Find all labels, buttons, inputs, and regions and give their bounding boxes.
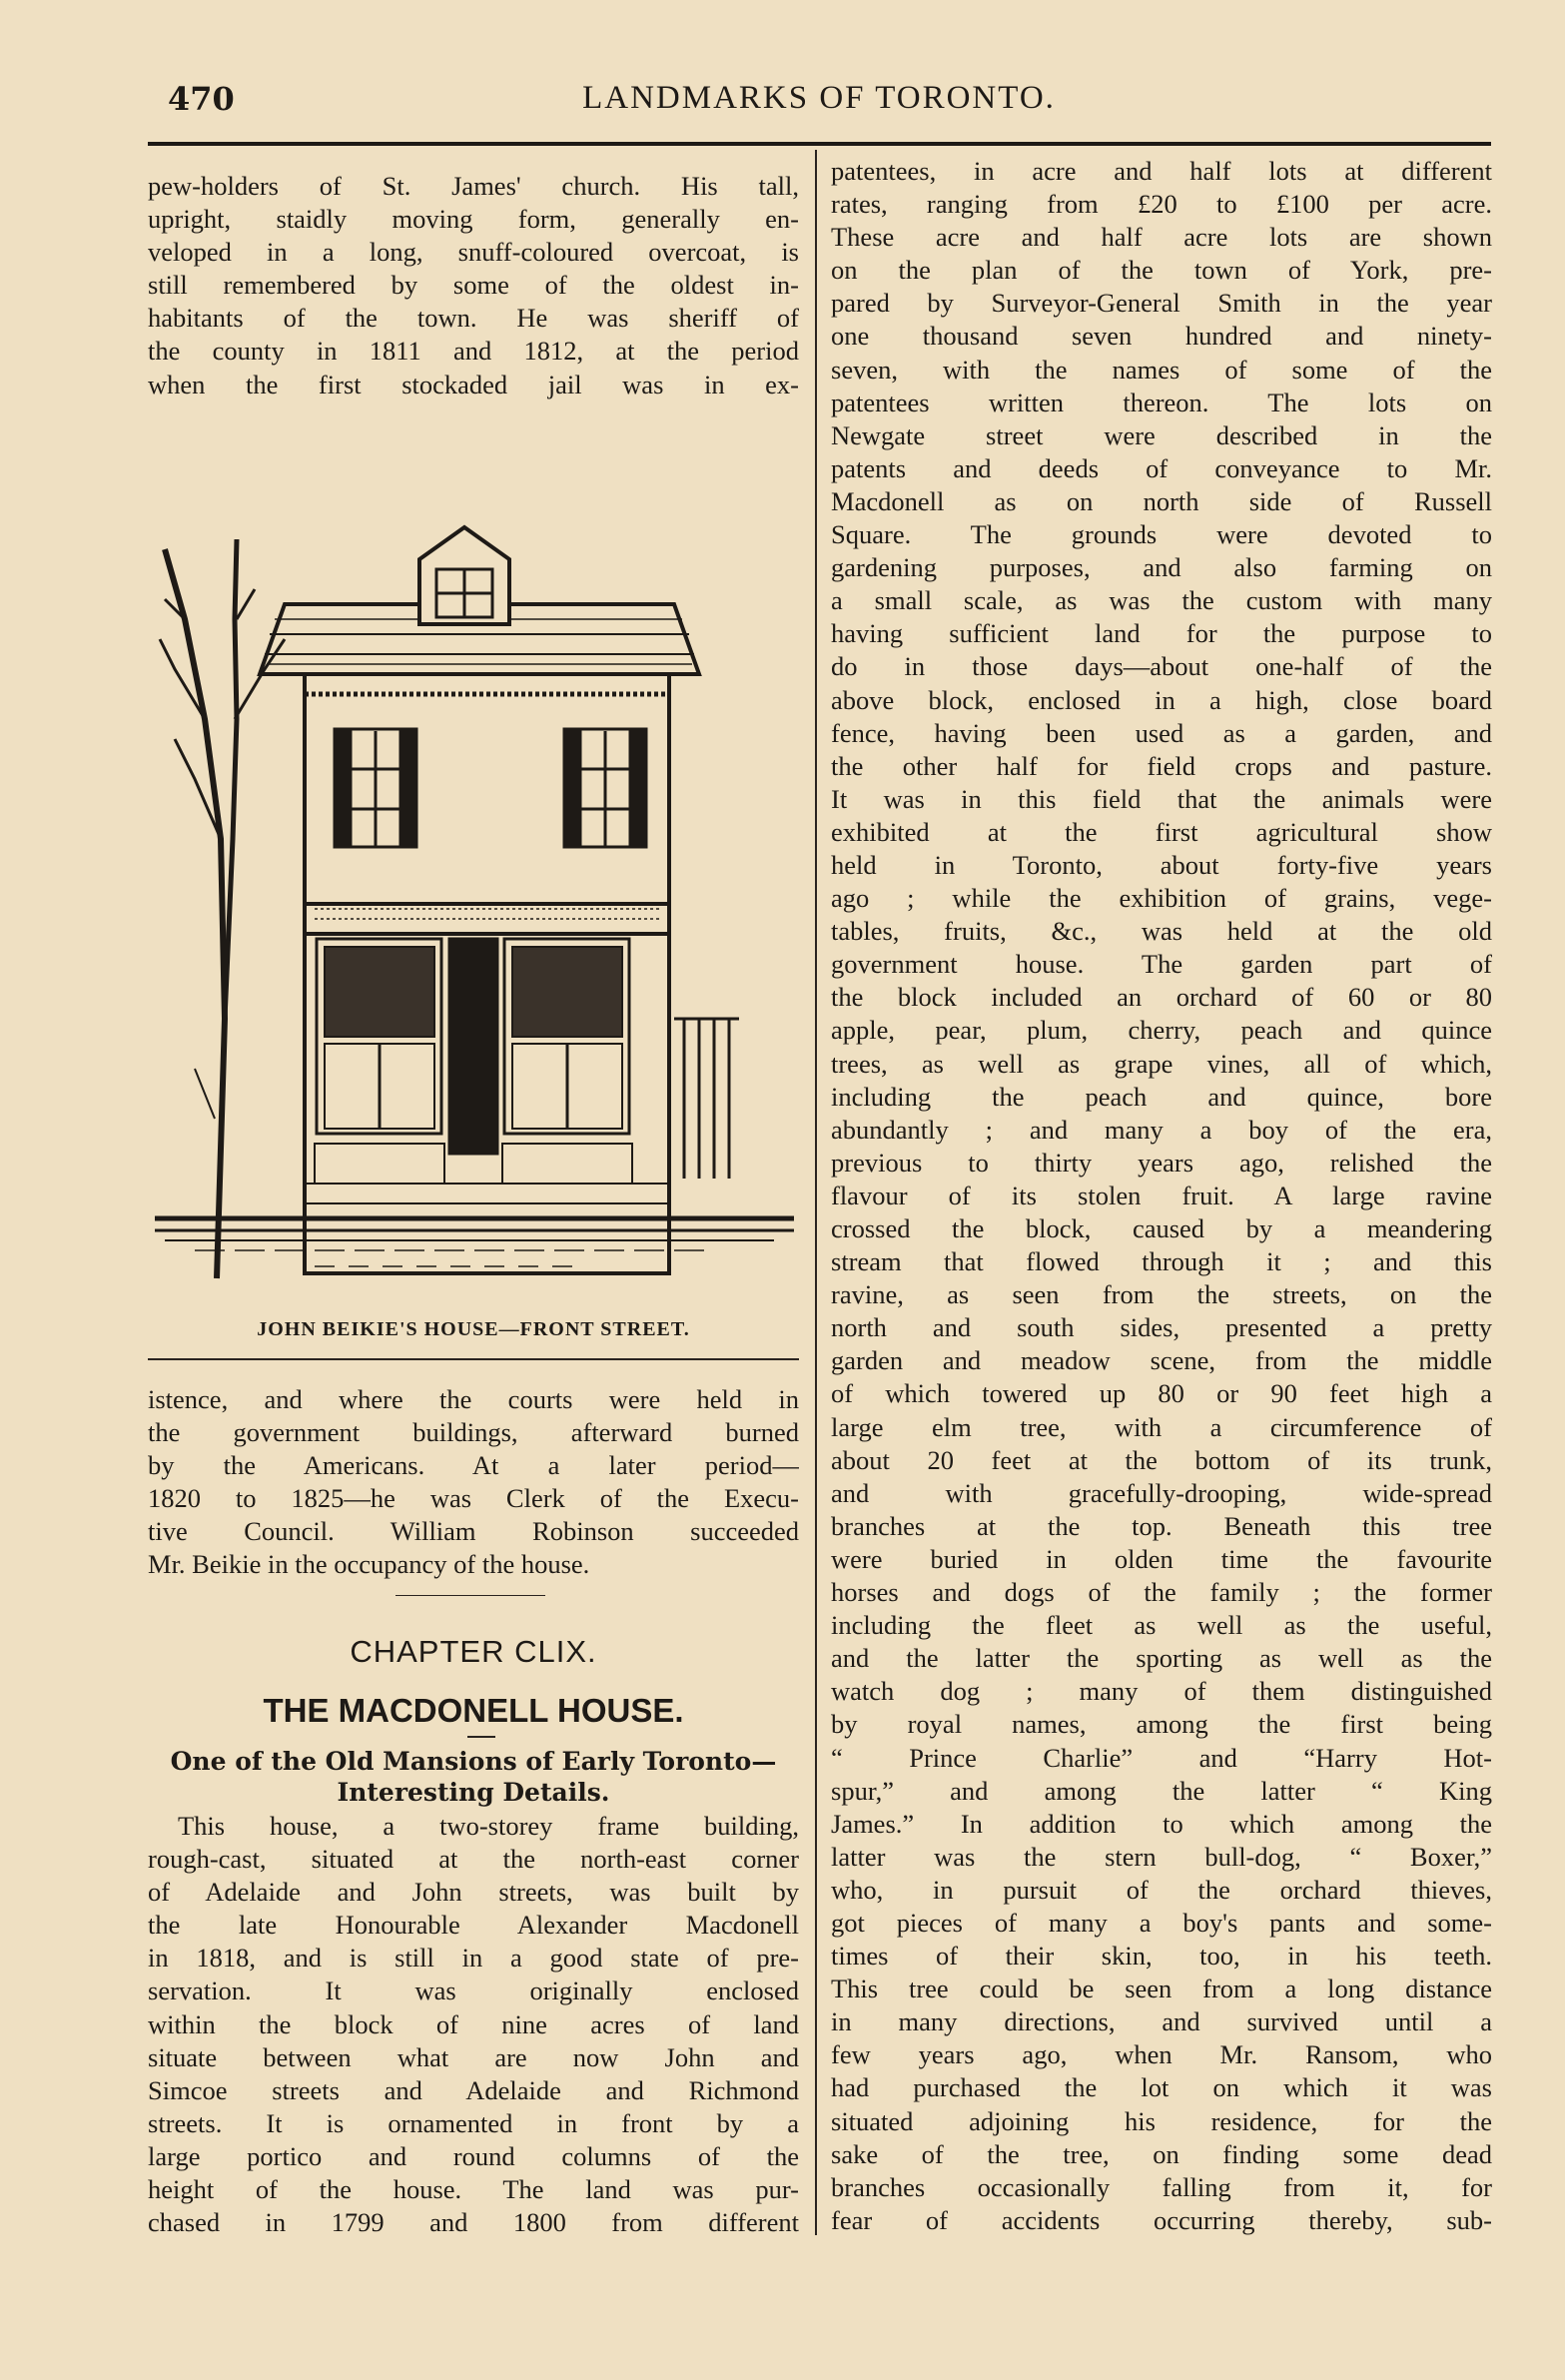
text-line: situate between what are now John and	[148, 2041, 799, 2072]
text-line: streets. It is ornamented in front by a	[148, 2107, 799, 2138]
text-line: tive Council. William Robinson succeeded	[148, 1516, 799, 1547]
text-line: large elm tree, with a circumference of	[831, 1411, 1492, 1442]
page-header	[150, 80, 1488, 130]
text-line: by royal names, among the first being	[831, 1709, 1492, 1740]
text-line: above block, enclosed in a high, close board	[831, 684, 1492, 715]
text-line: horses and dogs of the family ; the former	[831, 1577, 1492, 1608]
text-line: the other half for field crops and pasture.	[831, 750, 1492, 781]
text-line: chased in 1799 and 1800 from different	[148, 2207, 799, 2238]
text-line: patentees written thereon. The lots on	[831, 387, 1492, 417]
subheading-line: One of the Old Mansions of Early Toronto—	[170, 1747, 777, 1776]
text-line: of which towered up 80 or 90 feet high a	[831, 1378, 1492, 1409]
text-line: Square. The grounds were devoted to	[831, 519, 1492, 550]
text-line: the late Honourable Alexander Macdonell	[148, 1910, 799, 1941]
text-line: seven, with the names of some of the	[831, 354, 1492, 385]
text-line: exhibited at the first agricultural show	[831, 816, 1492, 847]
text-line: including the fleet as well as the useful,	[831, 1610, 1492, 1641]
text-line: times of their skin, too, in his teeth.	[831, 1941, 1492, 1972]
text-line: servation. It was originally enclosed	[148, 1976, 799, 2006]
right-column-text	[831, 155, 1492, 2237]
text-line: “ Prince Charlie” and “Harry Hot-	[831, 1742, 1492, 1773]
text-line: fence, having been used as a garden, and	[831, 717, 1492, 748]
text-line: ravine, as seen from the streets, on the	[831, 1279, 1492, 1310]
text-line: branches at the top. Beneath this tree	[831, 1510, 1492, 1541]
text-line: including the peach and quince, bore	[831, 1081, 1492, 1112]
text-line: veloped in a long, snuff-coloured overcoat, is	[148, 237, 799, 268]
text-line: within the block of nine acres of land	[148, 2008, 799, 2039]
text-line: 1820 to 1825—he was Clerk of the Execu-	[148, 1483, 799, 1514]
text-line: patentees, in acre and half lots at different	[831, 156, 1492, 186]
text-line: the government buildings, afterward burned	[148, 1417, 799, 1448]
text-line: It was in this field that the animals were	[831, 783, 1492, 814]
running-title: LANDMARKS OF TORONTO.	[582, 80, 1056, 116]
chapter-subheading	[148, 1746, 799, 1808]
text-line: This house, a two-storey frame building,	[178, 1811, 799, 1841]
text-line: a small scale, as was the custom with many	[831, 585, 1492, 616]
text-line: garden and meadow scene, from the middle	[831, 1345, 1492, 1376]
text-line: height of the house. The land was pur-	[148, 2174, 799, 2205]
text-line: rough-cast, situated at the north-east corner	[148, 1844, 799, 1875]
text-line: situated adjoining his residence, for the	[831, 2105, 1492, 2136]
text-line: James.” In addition to which among the	[831, 1808, 1492, 1839]
text-line: still remembered by some of the oldest in-	[148, 270, 799, 301]
text-line: patents and deeds of conveyance to Mr.	[831, 452, 1492, 483]
text-line: in 1818, and is still in a good state of pre-	[148, 1943, 799, 1974]
text-line: sake of the tree, on finding some dead	[831, 2138, 1492, 2169]
section-rule	[395, 1595, 545, 1596]
text-line: Macdonell as on north side of Russell	[831, 485, 1492, 516]
text-line: of Adelaide and John streets, was built by	[148, 1877, 799, 1908]
text-line: one thousand seven hundred and ninety-	[831, 321, 1492, 352]
text-line: tables, fruits, &c., was held at the old	[831, 916, 1492, 947]
text-line: who, in pursuit of the orchard thieves,	[831, 1874, 1492, 1905]
text-line: and with gracefully-drooping, wide-spread	[831, 1477, 1492, 1508]
text-line: got pieces of many a boy's pants and some-	[831, 1907, 1492, 1938]
text-line: do in those days—about one-half of the	[831, 651, 1492, 682]
text-line: These acre and half acre lots are shown	[831, 222, 1492, 253]
header-rule	[148, 142, 1491, 146]
text-line: held in Toronto, about forty-five years	[831, 849, 1492, 880]
text-line: spur,” and among the latter “ King	[831, 1775, 1492, 1806]
text-line: rates, ranging from £20 to £100 per acre.	[831, 189, 1492, 220]
left-column-chapter-text	[148, 1810, 799, 2239]
text-line: and the latter the sporting as well as the	[831, 1643, 1492, 1674]
text-line: pew-holders of St. James' church. His tall,	[148, 171, 799, 201]
illustration-caption: JOHN BEIKIE'S HOUSE—FRONT STREET.	[257, 1318, 690, 1340]
text-line: government house. The garden part of	[831, 949, 1492, 980]
text-line: istence, and where the courts were held in	[148, 1384, 799, 1414]
chapter-title: THE MACDONELL HOUSE.	[263, 1692, 684, 1729]
text-line: latter was the stern bull-dog, “ Boxer,”	[831, 1841, 1492, 1872]
text-line: watch dog ; many of them distinguished	[831, 1676, 1492, 1707]
text-line: previous to thirty years ago, relished the	[831, 1147, 1492, 1178]
text-line: abundantly ; and many a boy of the era,	[831, 1114, 1492, 1145]
subheading-line: Interesting Details.	[337, 1778, 610, 1807]
text-line: Simcoe streets and Adelaide and Richmond	[148, 2074, 799, 2105]
text-line: the block included an orchard of 60 or 80	[831, 982, 1492, 1013]
text-line: had purchased the lot on which it was	[831, 2072, 1492, 2103]
page-number: 470	[168, 80, 235, 118]
text-line: few years ago, when Mr. Ransom, who	[831, 2039, 1492, 2070]
caption-rule	[148, 1358, 799, 1360]
text-line: about 20 feet at the bottom of its trunk,	[831, 1444, 1492, 1475]
text-line: pared by Surveyor-General Smith in the year	[831, 288, 1492, 319]
text-line: gardening purposes, and also farming on	[831, 552, 1492, 583]
text-line: branches occasionally falling from it, for	[831, 2171, 1492, 2202]
text-line: crossed the block, caused by a meandering	[831, 1213, 1492, 1243]
left-column-continued-text	[148, 1383, 799, 1582]
text-line: on the plan of the town of York, pre-	[831, 255, 1492, 286]
text-line: upright, staidly moving form, generally en-	[148, 204, 799, 235]
text-line: the county in 1811 and 1812, at the period	[148, 336, 799, 367]
text-line: apple, pear, plum, cherry, peach and quince	[831, 1015, 1492, 1046]
text-line: This tree could be seen from a long distance	[831, 1974, 1492, 2004]
text-line: in many directions, and survived until a	[831, 2006, 1492, 2037]
text-line: having sufficient land for the purpose to	[831, 618, 1492, 649]
text-line: when the first stockaded jail was in ex-	[148, 369, 799, 399]
text-line: were buried in olden time the favourite	[831, 1543, 1492, 1574]
text-line: ago ; while the exhibition of grains, vege-	[831, 883, 1492, 914]
chapter-number: CHAPTER CLIX.	[350, 1634, 597, 1669]
left-column-top-text	[148, 170, 799, 401]
text-line: habitants of the town. He was sheriff of	[148, 303, 799, 334]
text-line: stream that flowed through it ; and this	[831, 1246, 1492, 1277]
column-divider	[815, 150, 817, 2235]
text-line: trees, as well as grape vines, all of which,	[831, 1048, 1492, 1079]
text-line: north and south sides, presented a pretty	[831, 1312, 1492, 1343]
text-line: by the Americans. At a later period—	[148, 1450, 799, 1481]
house-engraving-illustration	[155, 419, 794, 1308]
text-line: fear of accidents occurring thereby, sub-	[831, 2204, 1492, 2235]
text-line: large portico and round columns of the	[148, 2140, 799, 2171]
text-line: Mr. Beikie in the occupancy of the house.	[148, 1549, 590, 1580]
text-line: Newgate street were described in the	[831, 419, 1492, 450]
title-rule	[467, 1736, 495, 1738]
text-line: flavour of its stolen fruit. A large ravine	[831, 1180, 1492, 1210]
